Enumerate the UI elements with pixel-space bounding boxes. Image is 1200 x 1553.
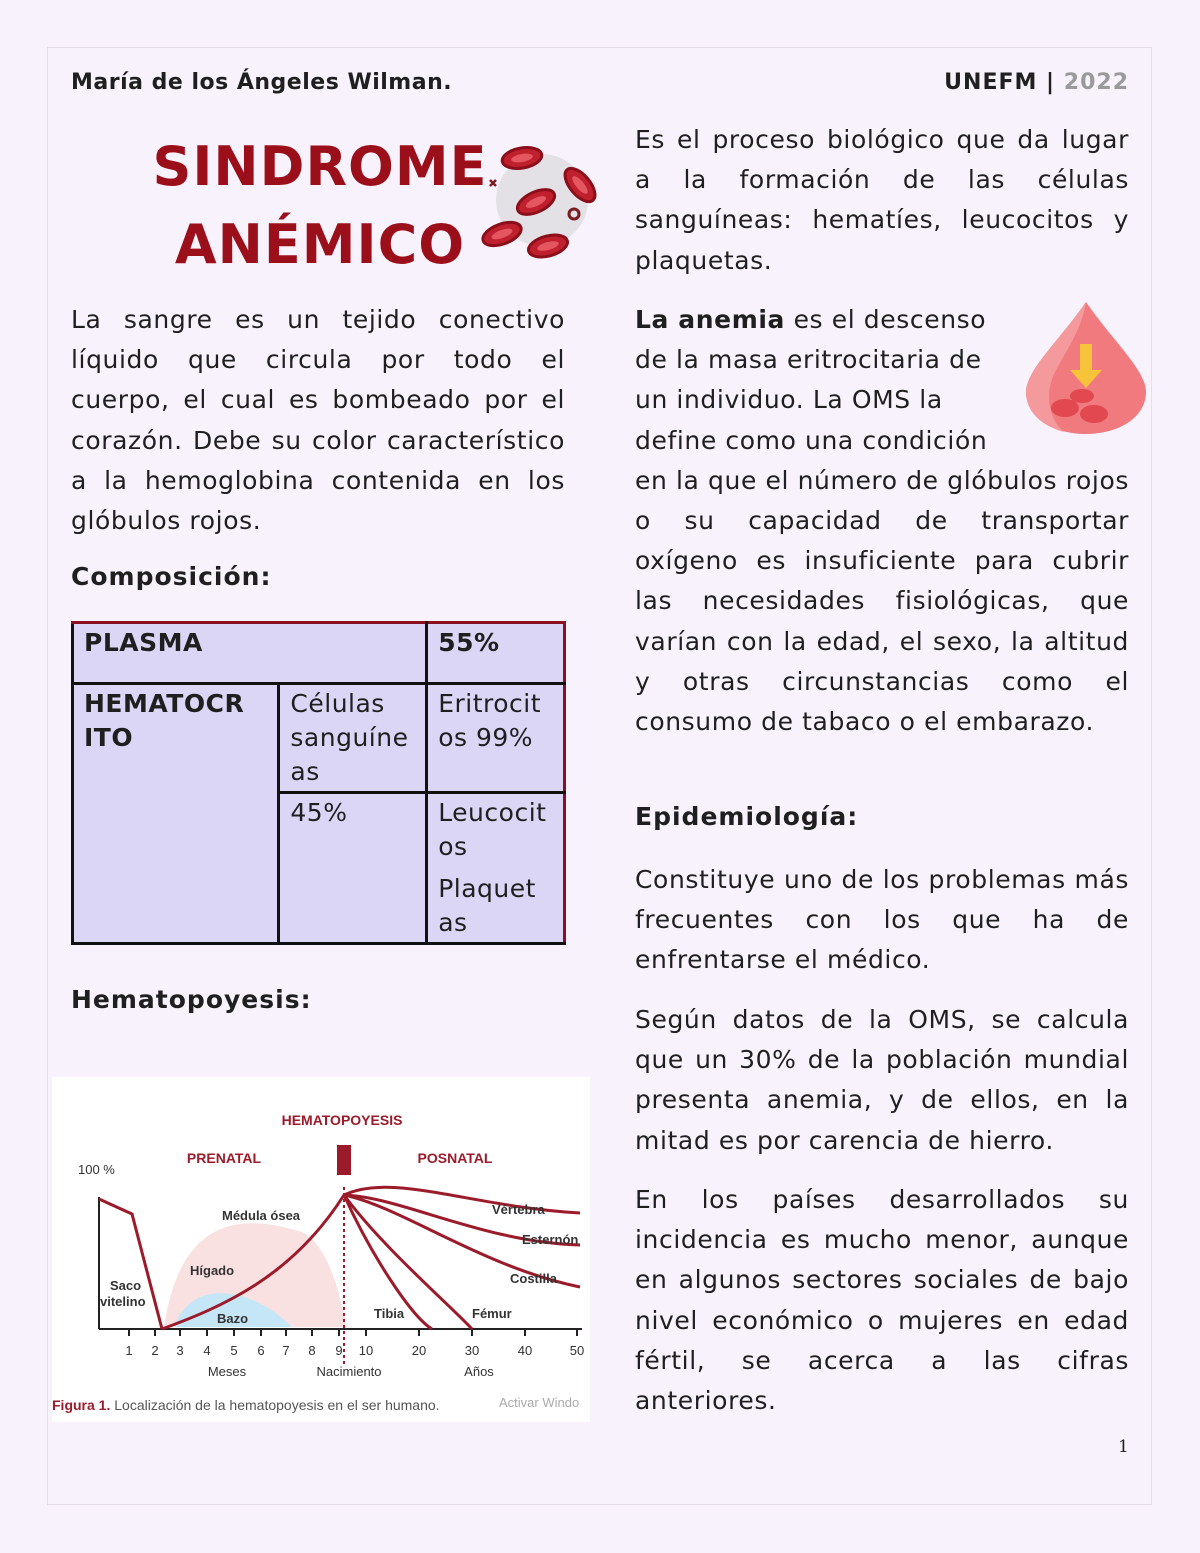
medula-label: Médula ósea: [222, 1208, 301, 1223]
title-line-1: SINDROME: [152, 135, 488, 198]
epidemiologia-heading: Epidemiología:: [635, 802, 859, 831]
blood-drop-down-icon: [1020, 300, 1152, 436]
page-number: 1: [1118, 1437, 1129, 1457]
x-tick-label: 9: [335, 1343, 343, 1358]
y-axis-top-label: 100 %: [78, 1162, 115, 1177]
tibia-label: Tibia: [374, 1306, 405, 1321]
anemia-bold: La anemia: [635, 305, 786, 334]
x-tick-label: 20: [411, 1343, 427, 1358]
org-name: UNEFM |: [944, 70, 1056, 95]
axis-nacimiento: Nacimiento: [316, 1364, 382, 1379]
saco-vitelino-curve: [99, 1199, 162, 1329]
anemia-line-3: un individuo. La OMS la: [635, 385, 943, 415]
figure-title: HEMATOPOYESIS: [281, 1112, 403, 1128]
saco-label-2: vitelino: [100, 1294, 146, 1309]
title-line-2: ANÉMICO: [174, 213, 466, 276]
x-tick-label: 1: [125, 1343, 133, 1358]
caption-text: Localización de la hematopoyesis en el ser humano.: [110, 1397, 440, 1413]
x-tick-label: 5: [230, 1343, 238, 1358]
x-tick-label: 2: [151, 1343, 159, 1358]
leucocitos-plaquetas-cell: [427, 793, 565, 944]
table-row: [73, 623, 565, 684]
axis-meses: Meses: [207, 1364, 247, 1379]
posnatal-label: POSNATAL: [417, 1150, 493, 1166]
prenatal-label: PRENATAL: [186, 1150, 262, 1166]
x-tick-label: 4: [203, 1343, 211, 1358]
author-name: María de los Ángeles Wilman.: [71, 70, 453, 95]
x-tick-label: 8: [308, 1343, 316, 1358]
anemia-line-2: de la masa eritrocitaria de: [635, 345, 982, 375]
composition-heading: Composición:: [71, 562, 272, 591]
x-tick-label: 50: [569, 1343, 585, 1358]
plasma-label: PLASMA: [73, 623, 427, 684]
watermark-text: Activar Windo: [499, 1395, 580, 1410]
vertebra-label: Vértebra: [492, 1202, 545, 1217]
esternon-label: Esternón: [522, 1232, 579, 1247]
celulas-label: Células sanguíne as: [279, 684, 427, 793]
x-tick-label: 3: [176, 1343, 184, 1358]
anemia-rest: en la que el número de glóbulos rojos o su capacidad de transportar oxígeno es insuficiente para cubrir las necesidades fisiológicas, que varían con la edad, el sexo, la altitud y otras circunstancias como el consumo de tabaco o el embarazo.: [635, 465, 1129, 737]
caption-bold: Figura 1.: [52, 1397, 111, 1413]
epidemiologia-paragraph-3: En los países desarrollados su incidencia es mucho menor, aunque en algunos sectores sociales de bajo nivel económico o mujeres en edad fértil, se acerca a las cifras anteriores.: [635, 1185, 1129, 1416]
x-tick-label: 7: [282, 1343, 290, 1358]
birth-marker: [337, 1145, 351, 1175]
x-tick-label: 6: [257, 1343, 265, 1358]
x-axis-ticks: [125, 1329, 584, 1358]
red-blood-cells-icon: [470, 130, 610, 270]
higado-label: Hígado: [190, 1263, 235, 1278]
epidemiologia-paragraph-2: Según datos de la OMS, se calcula que un 30% de la población mundial presenta anemia, y de ellos, en la mitad es por carencia de hierro.: [635, 1005, 1129, 1155]
anemia-line-1: [635, 300, 1009, 340]
intro-paragraph: La sangre es un tejido conectivo líquido que circula por todo el cuerpo, el cual es bombeado por el corazón. Debe su color característico a la hemoglobina contenida en los glóbulos rojos.: [71, 305, 565, 536]
celulas-value: 45%: [279, 793, 427, 944]
femur-curve: [344, 1195, 472, 1329]
figure-caption: [52, 1397, 440, 1413]
hematopoyesis-figure: [52, 1077, 590, 1422]
hematocrito-label: HEMATOCR ITO: [73, 684, 279, 944]
costilla-label: Costilla: [510, 1271, 557, 1286]
saco-label-1: Saco: [110, 1278, 142, 1293]
bazo-label: Bazo: [217, 1311, 249, 1326]
composition-table: [71, 621, 566, 945]
year: 2022: [1063, 70, 1129, 95]
hematopoyesis-heading: Hematopoyesis:: [71, 985, 312, 1014]
anemia-line-4: define como una condición: [635, 425, 988, 455]
header-org-year: [944, 70, 1129, 95]
leucocitos-label: Leucocit os: [438, 798, 547, 861]
eritrocitos-cell: Eritrocit os 99%: [427, 684, 565, 793]
x-tick-label: 40: [517, 1343, 533, 1358]
femur-label: Fémur: [472, 1306, 512, 1321]
hematopoyesis-definition: Es el proceso biológico que da lugar a la formación de las células sanguíneas: hematíes, leucocitos y plaquetas.: [635, 125, 1129, 275]
x-tick-label: 10: [358, 1343, 374, 1358]
x-tick-label: 30: [464, 1343, 480, 1358]
plasma-value: 55%: [427, 623, 565, 684]
table-row: [73, 684, 565, 793]
anemia-text-1: es el descenso: [785, 305, 987, 334]
plaquetas-label: Plaquet as: [438, 874, 536, 937]
epidemiologia-paragraph-1: Constituye uno de los problemas más frecuentes con los que ha de enfrentarse el médico.: [635, 865, 1129, 975]
axis-anos: Años: [464, 1364, 494, 1379]
